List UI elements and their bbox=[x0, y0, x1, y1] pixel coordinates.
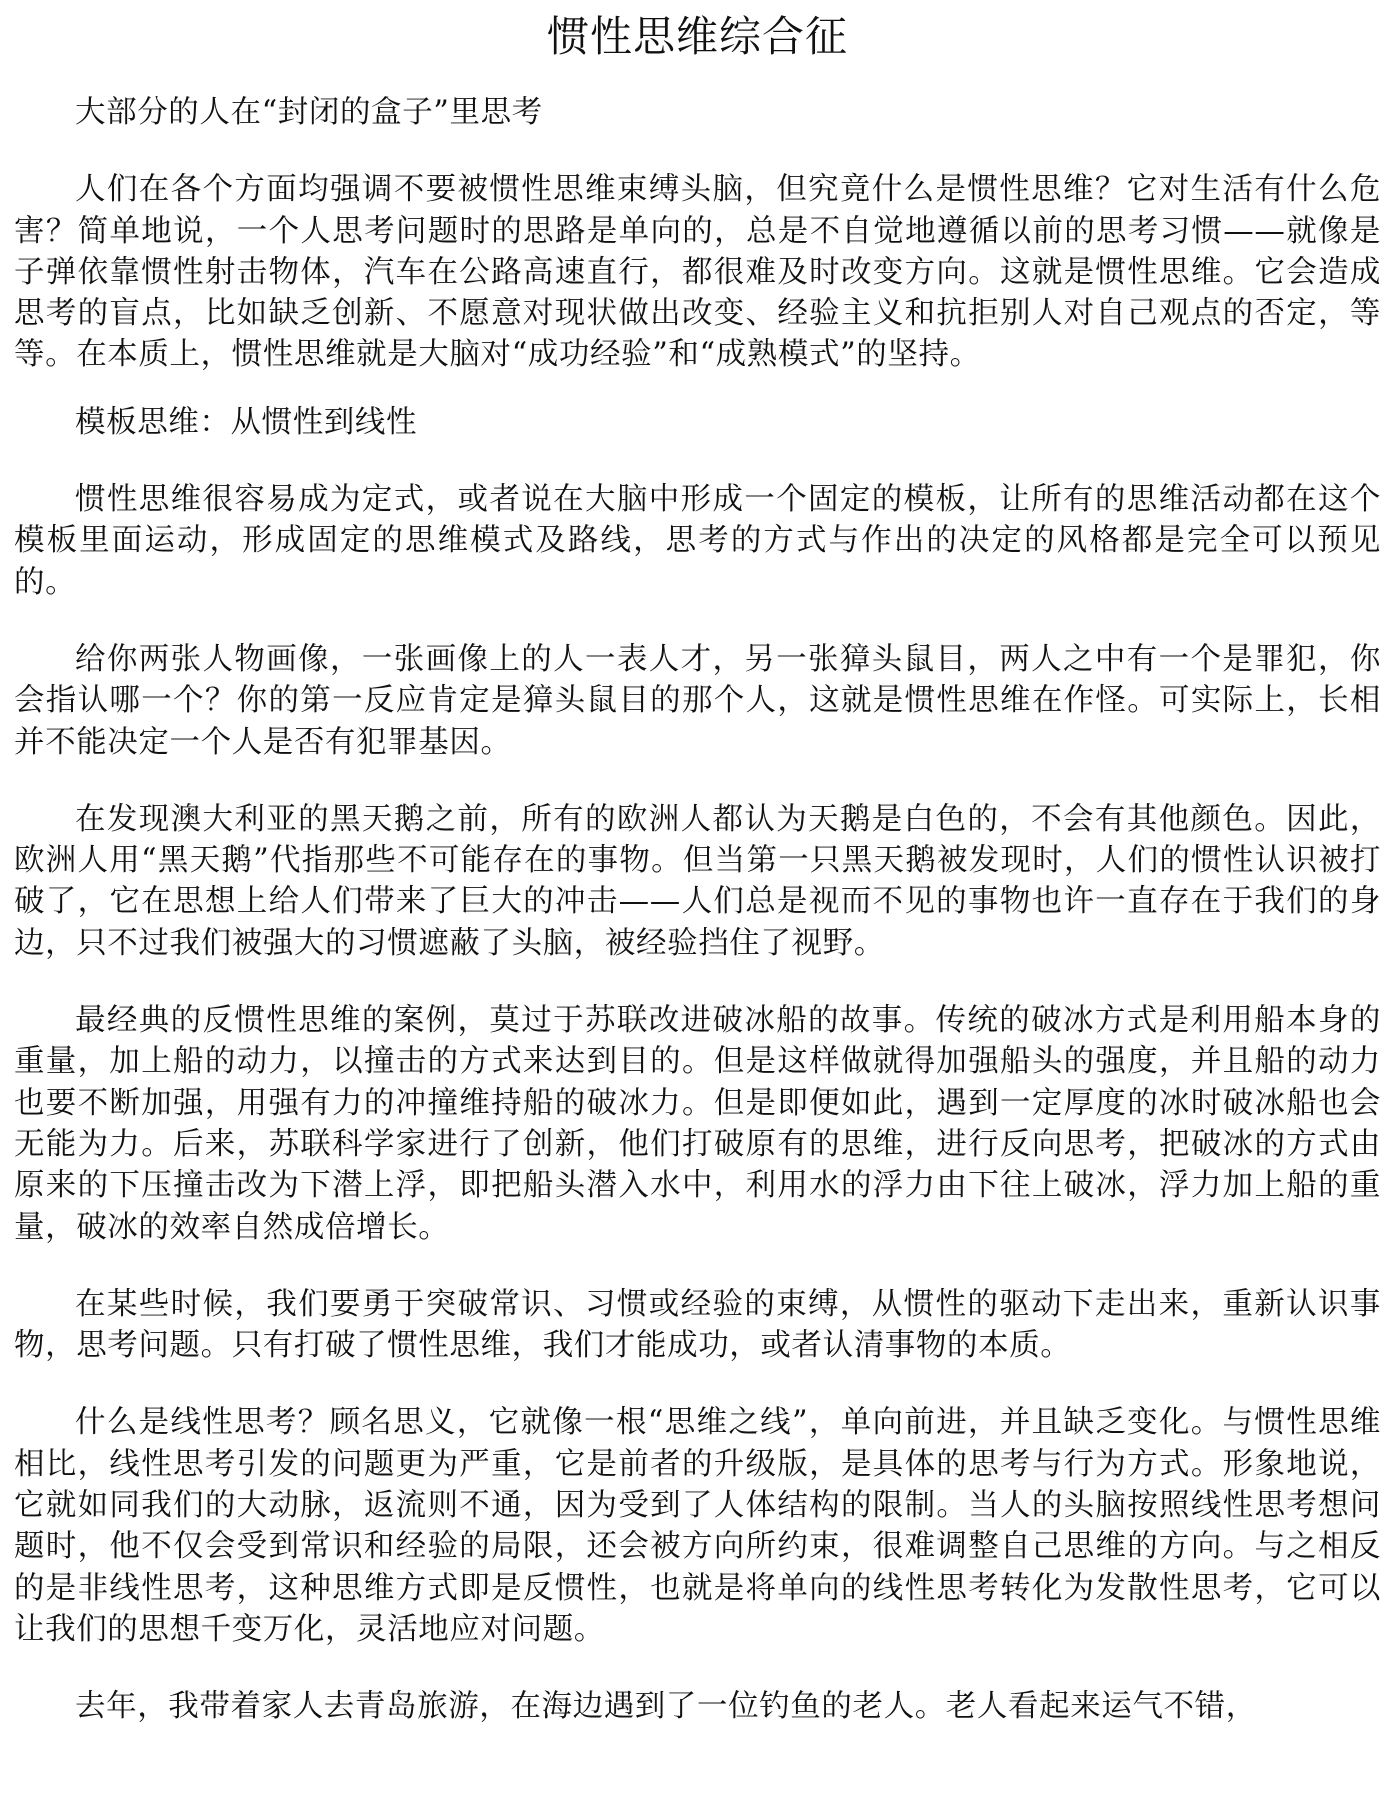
paragraph: 在某些时候，我们要勇于突破常识、习惯或经验的束缚，从惯性的驱动下走出来，重新认识事物，思考问题。只有打破了惯性思维，我们才能成功，或者认清事物的本质。 bbox=[14, 1286, 1381, 1364]
paragraph: 什么是线性思考？顾名思义，它就像一根“思维之线”，单向前进，并且缺乏变化。与惯性思维相比，线性思考引发的问题更为严重，它是前者的升级版，是具体的思考与行为方式。形象地说，它就如同我们的大动脉，返流则不通，因为受到了人体结构的限制。当人的头脑按照线性思考想问题时，他不仅会受到常识和经验的局限，还会被方向所约束，很难调整自己思维的方向。与之相反的是非线性思考，这种思维方式即是反惯性，也就是将单向的线性思考转化为发散性思考，它可以让我们的思想千变万化，灵活地应对问题。 bbox=[14, 1405, 1381, 1647]
paragraph: 去年，我带着家人去青岛旅游，在海边遇到了一位钓鱼的老人。老人看起来运气不错， bbox=[75, 1689, 1257, 1725]
document-title: 惯性思维综合征 bbox=[546, 12, 848, 61]
paragraph: 最经典的反惯性思维的案例，莫过于苏联改进破冰船的故事。传统的破冰方式是利用船本身的重量，加上船的动力，以撞击的方式来达到目的。但是这样做就得加强船头的强度，并且船的动力也要不断加强，用强有力的冲撞维持船的破冰力。但是即便如此，遇到一定厚度的冰时破冰船也会无能为力。后来，苏联科学家进行了创新，他们打破原有的思维，进行反向思考，把破冰的方式由原来的下压撞击改为下潜上浮，即把船头潜入水中，利用水的浮力由下往上破冰，浮力加上船的重量，破冰的效率自然成倍增长。 bbox=[14, 1003, 1381, 1245]
section-heading: 大部分的人在“封闭的盒子”里思考 bbox=[75, 95, 543, 130]
paragraph: 惯性思维很容易成为定式，或者说在大脑中形成一个固定的模板，让所有的思维活动都在这个模板里面运动，形成固定的思维模式及路线，思考的方式与作出的决定的风格都是完全可以预见的。 bbox=[14, 482, 1381, 600]
paragraph: 人们在各个方面均强调不要被惯性思维束缚头脑，但究竟什么是惯性思维？它对生活有什么危害？简单地说，一个人思考问题时的思路是单向的，总是不自觉地遵循以前的思考习惯——就像是子弹依靠惯性射击物体，汽车在公路高速直行，都很难及时改变方向。这就是惯性思维。它会造成思考的盲点，比如缺乏创新、不愿意对现状做出改变、经验主义和抗拒别人对自己观点的否定，等等。在本质上，惯性思维就是大脑对“成功经验”和“成熟模式”的坚持。 bbox=[14, 172, 1381, 373]
section-heading: 模板思维：从惯性到线性 bbox=[75, 404, 418, 440]
paragraph: 在发现澳大利亚的黑天鹅之前，所有的欧洲人都认为天鹅是白色的，不会有其他颜色。因此，欧洲人用“黑天鹅”代指那些不可能存在的事物。但当第一只黑天鹅被发现时，人们的惯性认识被打破了，它在思想上给人们带来了巨大的冲击——人们总是视而不见的事物也许一直存在于我们的身边，只不过我们被强大的习惯遮蔽了头脑，被经验挡住了视野。 bbox=[14, 801, 1381, 961]
paragraph: 给你两张人物画像，一张画像上的人一表人才，另一张獐头鼠目，两人之中有一个是罪犯，你会指认哪一个？你的第一反应肯定是獐头鼠目的那个人，这就是惯性思维在作怪。可实际上，长相并不能决定一个人是否有犯罪基因。 bbox=[14, 641, 1381, 760]
